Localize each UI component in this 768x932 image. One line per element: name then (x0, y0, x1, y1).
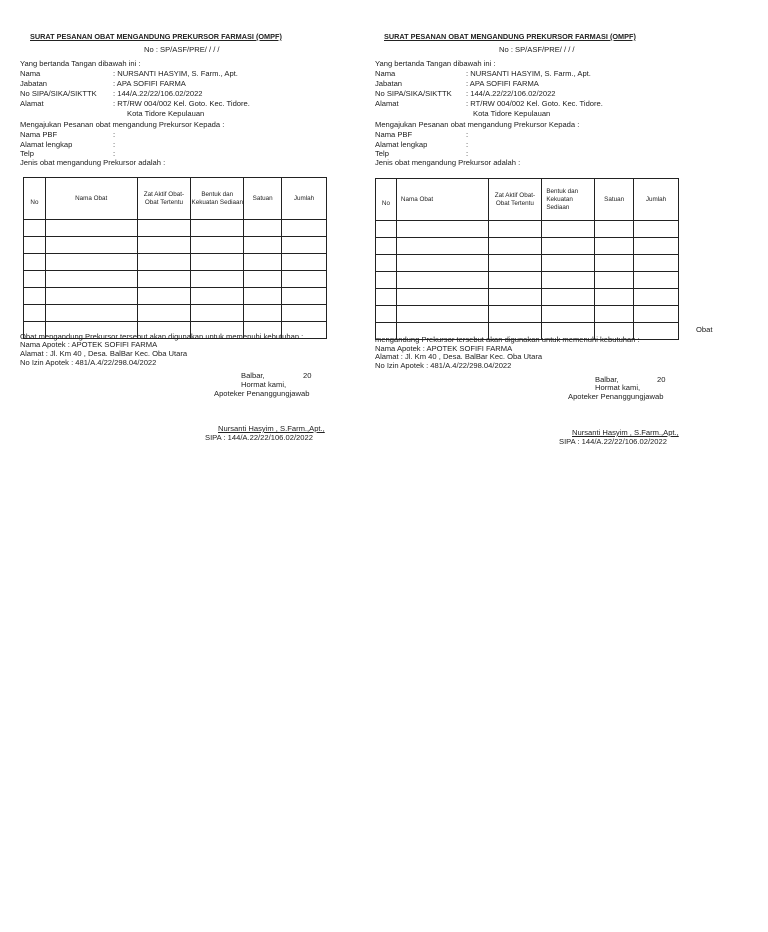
order-form-left (20, 0, 350, 460)
form-title: SURAT PESANAN OBAT MENGANDUNG PREKURSOR FARMASI (OMPF) (30, 32, 282, 41)
supplier-value-name: : (466, 130, 469, 139)
cell[interactable] (24, 237, 46, 254)
cell[interactable] (137, 254, 191, 271)
cell[interactable] (45, 220, 137, 237)
address-line2: Kota Tidore Kepulauan (127, 109, 205, 118)
col-header-unit: Satuan (244, 178, 282, 220)
cell[interactable] (595, 272, 634, 289)
cell[interactable] (376, 306, 397, 323)
purpose-line: Obat mengandung Prekursor tersebut akan digunakan untuk memenuhi kebutuhan : (20, 332, 304, 341)
cell[interactable] (24, 271, 46, 288)
field-label-sipa: No SIPA/SIKA/SIKTTK (20, 89, 97, 98)
supplier-label-name: Nama PBF (375, 130, 413, 139)
cell[interactable] (376, 272, 397, 289)
col-header-active: Zat Aktif Obat-Obat Tertentu (488, 179, 542, 221)
field-label-nama: Nama (375, 69, 396, 78)
pharmacy-address: Alamat : Jl. Km 40 , Desa. BalBar Kec. Oba Utara (375, 352, 543, 361)
year: 20 (303, 371, 312, 380)
supplier-value-phone: : (466, 149, 469, 158)
closing-text: Hormat kami, (241, 380, 287, 389)
order-number: No : SP/ASF/PRE/ / / / (144, 45, 220, 54)
cell[interactable] (244, 271, 282, 288)
signer-role: Apoteker Penanggungjawab (568, 392, 664, 401)
pharmacy-license: No Izin Apotek : 481/A.4/22/298.04/2022 (20, 358, 157, 367)
table-header-row (24, 178, 327, 220)
cell[interactable] (191, 305, 244, 322)
cell[interactable] (488, 306, 542, 323)
table-row (24, 237, 327, 254)
signer-role: Apoteker Penanggungjawab (214, 389, 310, 398)
field-value-alamat: : RT/RW 004/002 Kel. Goto. Kec. Tidore. (466, 99, 603, 108)
cell[interactable] (244, 220, 282, 237)
list-intro: Jenis obat mengandung Prekursor adalah : (20, 158, 166, 167)
field-value-nama: : NURSANTI HASYIM, S. Farm., Apt. (466, 69, 591, 78)
cell[interactable] (137, 271, 191, 288)
col-header-name: Nama Obat (396, 179, 488, 221)
cell[interactable] (137, 220, 191, 237)
table-row (24, 305, 327, 322)
medicine-table (23, 177, 327, 339)
cell[interactable] (634, 238, 679, 255)
cell[interactable] (396, 255, 488, 272)
col-header-active: Zat Aktif Obat-Obat Tertentu (137, 178, 191, 220)
cell[interactable] (191, 254, 244, 271)
field-value-jabatan: : APA SOFIFI FARMA (466, 79, 539, 88)
cell[interactable] (634, 306, 679, 323)
cell[interactable] (137, 237, 191, 254)
cell[interactable] (488, 272, 542, 289)
cell[interactable] (137, 305, 191, 322)
cell[interactable] (244, 288, 282, 305)
cell[interactable] (376, 255, 397, 272)
cell[interactable] (45, 237, 137, 254)
field-value-alamat: : RT/RW 004/002 Kel. Goto. Kec. Tidore. (113, 99, 250, 108)
cell[interactable] (542, 272, 595, 289)
cell[interactable] (244, 254, 282, 271)
cell[interactable] (595, 221, 634, 238)
cell[interactable] (137, 288, 191, 305)
cell[interactable] (191, 237, 244, 254)
cell[interactable] (282, 237, 327, 254)
signer-name: Nursanti Hasyim , S.Farm.,Apt., (218, 424, 325, 433)
cell[interactable] (488, 221, 542, 238)
cell[interactable] (244, 237, 282, 254)
cell[interactable] (542, 289, 595, 306)
col-header-name: Nama Obat (45, 178, 137, 220)
col-header-qty: Jumlah (282, 178, 327, 220)
cell[interactable] (24, 288, 46, 305)
intro-text: Yang bertanda Tangan dibawah ini : (375, 59, 496, 68)
cell[interactable] (376, 238, 397, 255)
supplier-label-address: Alamat lengkap (20, 140, 73, 149)
field-value-sipa: : 144/A.22/22/106.02/2022 (466, 89, 556, 98)
supplier-label-address: Alamat lengkap (375, 140, 428, 149)
cell[interactable] (376, 221, 397, 238)
cell[interactable] (634, 255, 679, 272)
cell[interactable] (282, 254, 327, 271)
cell[interactable] (488, 289, 542, 306)
table-row (24, 288, 327, 305)
field-value-nama: : NURSANTI HASYIM, S. Farm., Apt. (113, 69, 238, 78)
place-date: Balbar, (241, 371, 265, 380)
cell[interactable] (634, 289, 679, 306)
field-label-alamat: Alamat (20, 99, 44, 108)
cell[interactable] (282, 288, 327, 305)
address-line2: Kota Tidore Kepulauan (473, 109, 551, 118)
table-row (376, 306, 679, 323)
supplier-value-name: : (113, 130, 116, 139)
order-form-right (375, 0, 713, 460)
cell[interactable] (282, 220, 327, 237)
request-line: Mengajukan Pesanan obat mengandung Prekursor Kepada : (375, 120, 580, 129)
field-label-alamat: Alamat (375, 99, 399, 108)
table-row (24, 220, 327, 237)
cell[interactable] (191, 220, 244, 237)
cell[interactable] (634, 221, 679, 238)
cell[interactable] (24, 305, 46, 322)
cell[interactable] (396, 306, 488, 323)
signer-name: Nursanti Hasyim , S.Farm.,Apt., (572, 428, 679, 437)
cell[interactable] (45, 254, 137, 271)
field-label-sipa: No SIPA/SIKA/SIKTTK (375, 89, 452, 98)
pharmacy-address: Alamat : Jl. Km 40 , Desa. BalBar Kec. Oba Utara (20, 349, 188, 358)
col-header-no: No (376, 179, 397, 221)
supplier-value-phone: : (113, 149, 116, 158)
table-row (376, 221, 679, 238)
table-row (376, 238, 679, 255)
cell[interactable] (595, 238, 634, 255)
field-label-nama: Nama (20, 69, 41, 78)
cell[interactable] (24, 254, 46, 271)
cell[interactable] (282, 271, 327, 288)
cell[interactable] (24, 220, 46, 237)
signer-sipa: SIPA : 144/A.22/22/106.02/2022 (205, 433, 313, 442)
cell[interactable] (634, 272, 679, 289)
cell[interactable] (634, 323, 679, 340)
table-row (376, 255, 679, 272)
supplier-value-address: : (466, 140, 469, 149)
field-label-jabatan: Jabatan (20, 79, 48, 88)
pharmacy-name: Nama Apotek : APOTEK SOFIFI FARMA (375, 344, 513, 353)
col-header-unit: Satuan (595, 179, 634, 221)
supplier-value-address: : (113, 140, 116, 149)
field-value-jabatan: : APA SOFIFI FARMA (113, 79, 186, 88)
order-number: No : SP/ASF/PRE/ / / / (499, 45, 575, 54)
purpose-word: Obat (696, 325, 713, 334)
table-row (376, 289, 679, 306)
cell[interactable] (595, 306, 634, 323)
cell[interactable] (542, 238, 595, 255)
table-header-row (376, 179, 679, 221)
medicine-table (375, 178, 679, 340)
cell[interactable] (45, 305, 137, 322)
pharmacy-license: No Izin Apotek : 481/A.4/22/298.04/2022 (375, 361, 512, 370)
pharmacy-name: Nama Apotek : APOTEK SOFIFI FARMA (20, 340, 158, 349)
cell[interactable] (488, 238, 542, 255)
cell[interactable] (282, 305, 327, 322)
cell[interactable] (542, 255, 595, 272)
cell[interactable] (191, 288, 244, 305)
col-header-form: Bentuk dan Kekuatan Sediaan (542, 179, 595, 221)
closing-text: Hormat kami, (595, 383, 641, 392)
form-title: SURAT PESANAN OBAT MENGANDUNG PREKURSOR FARMASI (OMPF) (384, 32, 636, 41)
cell[interactable] (595, 255, 634, 272)
supplier-label-phone: Telp (375, 149, 389, 158)
cell[interactable] (488, 255, 542, 272)
cell[interactable] (595, 289, 634, 306)
place-date: Balbar, (595, 375, 619, 384)
col-header-form: Bentuk dan Kekuatan Sediaan (191, 178, 244, 220)
supplier-label-name: Nama PBF (20, 130, 58, 139)
purpose-line: mengandung Prekursor tersebut akan digunakan untuk memenuhi kebutuhan : (375, 335, 640, 344)
cell[interactable] (542, 306, 595, 323)
table-row (24, 271, 327, 288)
year: 20 (657, 375, 666, 384)
list-intro: Jenis obat mengandung Prekursor adalah : (375, 158, 521, 167)
field-label-jabatan: Jabatan (375, 79, 403, 88)
cell[interactable] (396, 272, 488, 289)
intro-text: Yang bertanda Tangan dibawah ini : (20, 59, 141, 68)
cell[interactable] (45, 271, 137, 288)
col-header-qty: Jumlah (634, 179, 679, 221)
request-line: Mengajukan Pesanan obat mengandung Prekursor Kepada : (20, 120, 225, 129)
cell[interactable] (396, 221, 488, 238)
cell[interactable] (376, 289, 397, 306)
supplier-label-phone: Telp (20, 149, 34, 158)
col-header-no: No (24, 178, 46, 220)
field-value-sipa: : 144/A.22/22/106.02/2022 (113, 89, 203, 98)
cell[interactable] (45, 288, 137, 305)
table-row (24, 254, 327, 271)
cell[interactable] (396, 289, 488, 306)
signer-sipa: SIPA : 144/A.22/22/106.02/2022 (559, 437, 667, 446)
cell[interactable] (244, 305, 282, 322)
cell[interactable] (396, 238, 488, 255)
cell[interactable] (191, 271, 244, 288)
cell[interactable] (542, 221, 595, 238)
table-row (376, 272, 679, 289)
